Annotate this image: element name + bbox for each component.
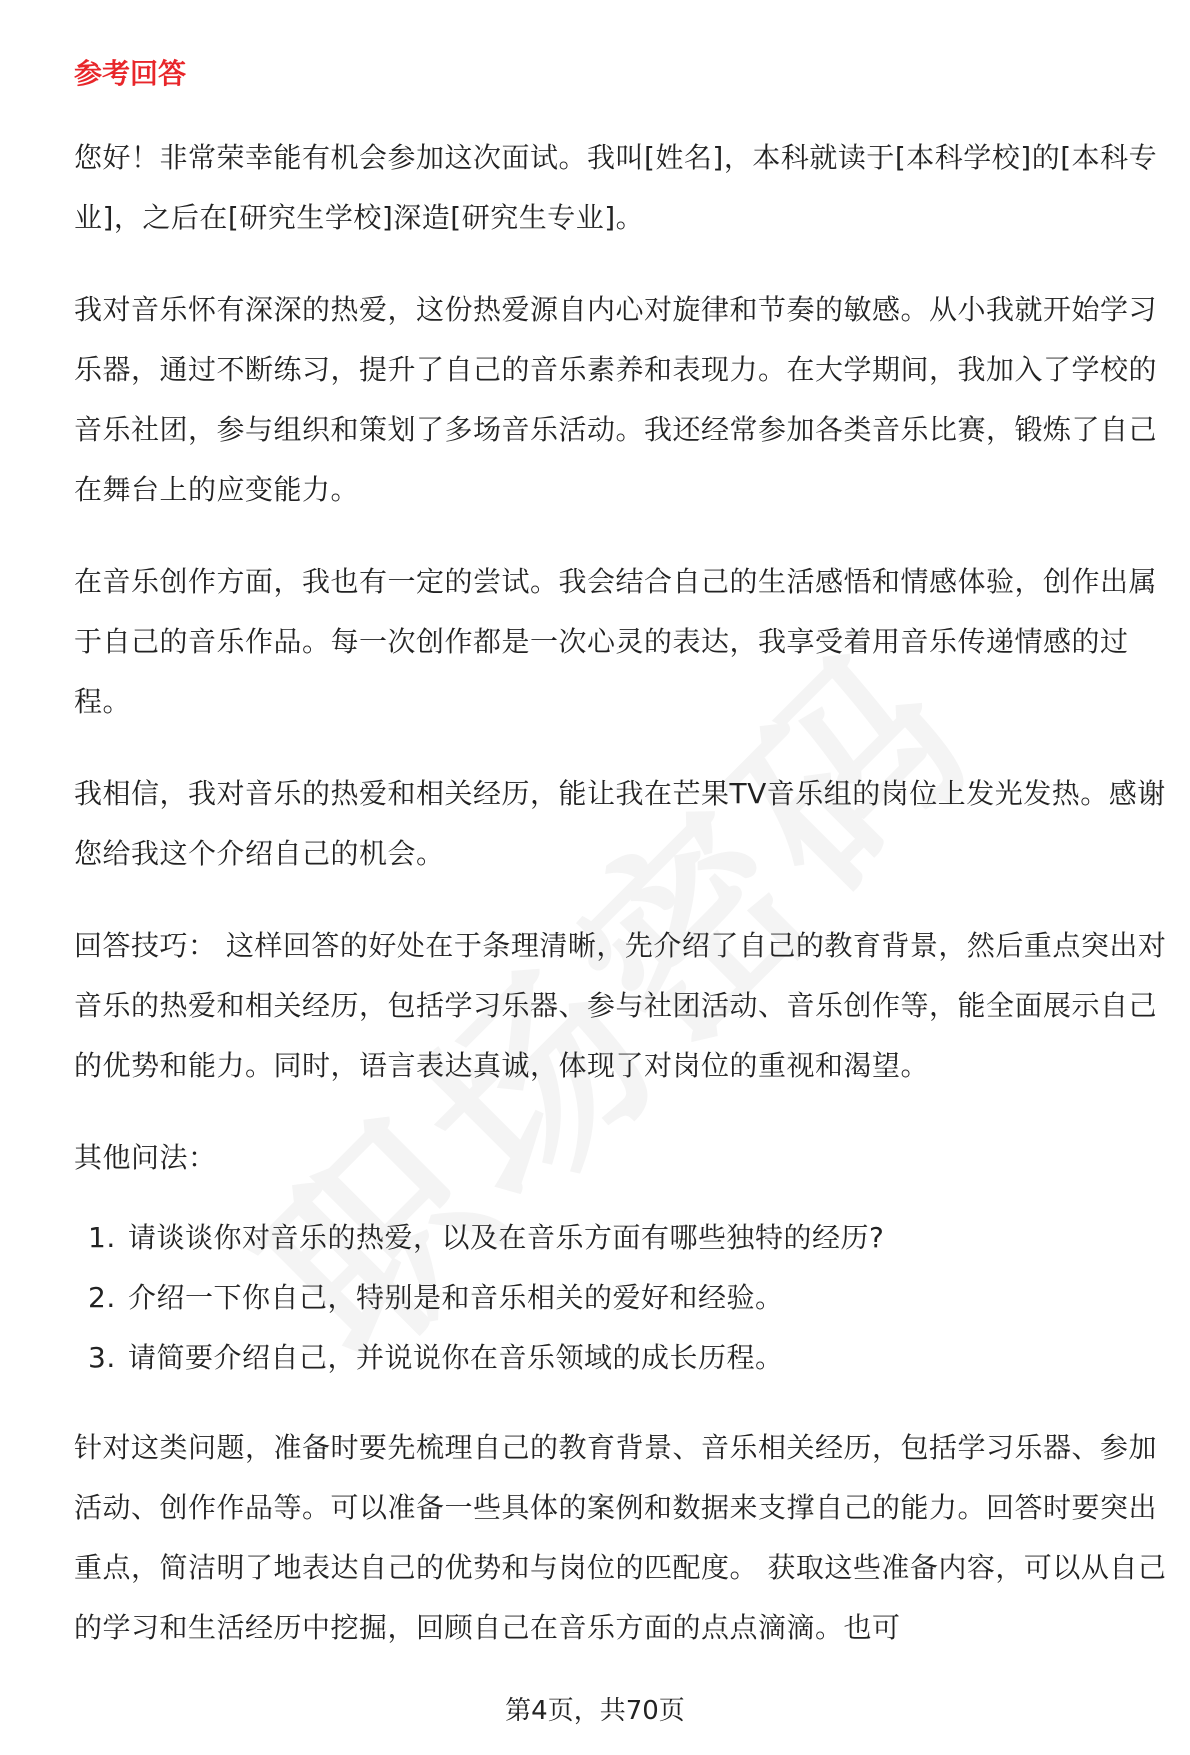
paragraph-music-creation: 在音乐创作方面，我也有一定的尝试。我会结合自己的生活感悟和情感体验，创作出属于自己的音乐作品。每一次创作都是一次心灵的表达，我享受着用音乐传递情感的过程。	[74, 565, 1158, 718]
page-content	[74, 50, 1174, 1690]
list-item-number: 1.	[88, 1221, 116, 1254]
list-item	[88, 1208, 1174, 1268]
list-item-text: 介绍一下你自己，特别是和音乐相关的爱好和经验。	[128, 1281, 784, 1314]
section-heading: 参考回答	[74, 57, 187, 90]
page-number-footer: 第4页，共70页	[505, 1696, 685, 1726]
list-item-text: 请简要介绍自己，并说说你在音乐领域的成长历程。	[128, 1341, 784, 1374]
paragraph-answer-tips: 回答技巧： 这样回答的好处在于条理清晰，先介绍了自己的教育背景，然后重点突出对音乐的热爱和相关经历，包括学习乐器、参与社团活动、音乐创作等，能全面展示自己的优势和能力。同时，语言表达真诚，体现了对岗位的重视和渴望。	[74, 929, 1167, 1082]
list-item	[88, 1328, 1174, 1388]
list-item-text: 请谈谈你对音乐的热爱，以及在音乐方面有哪些独特的经历?	[128, 1221, 885, 1254]
paragraph-belief: 我相信，我对音乐的热爱和相关经历，能让我在芒果TV音乐组的岗位上发光发热。感谢您给我这个介绍自己的机会。	[74, 777, 1166, 870]
list-item-number: 2.	[88, 1281, 116, 1314]
paragraph-preparation: 针对这类问题，准备时要先梳理自己的教育背景、音乐相关经历，包括学习乐器、参加活动、创作作品等。可以准备一些具体的案例和数据来支撑自己的能力。回答时要突出重点，简洁明了地表达自己的优势和与岗位的匹配度。 获取这些准备内容，可以从自己的学习和生活经历中挖掘，回顾自己在音乐方面的点点滴滴。也可	[74, 1431, 1167, 1644]
other-questions-label: 其他问法：	[74, 1141, 217, 1174]
list-item-number: 3.	[88, 1341, 116, 1374]
other-questions-list	[74, 1208, 1174, 1388]
list-item	[88, 1268, 1174, 1328]
paragraph-intro: 您好！非常荣幸能有机会参加这次面试。我叫[姓名]，本科就读于[本科学校]的[本科专业]，之后在[研究生学校]深造[研究生专业]。	[74, 141, 1158, 234]
paragraph-music-love: 我对音乐怀有深深的热爱，这份热爱源自内心对旋律和节奏的敏感。从小我就开始学习乐器，通过不断练习，提升了自己的音乐素养和表现力。在大学期间，我加入了学校的音乐社团，参与组织和策划了多场音乐活动。我还经常参加各类音乐比赛，锻炼了自己在舞台上的应变能力。	[74, 293, 1158, 506]
